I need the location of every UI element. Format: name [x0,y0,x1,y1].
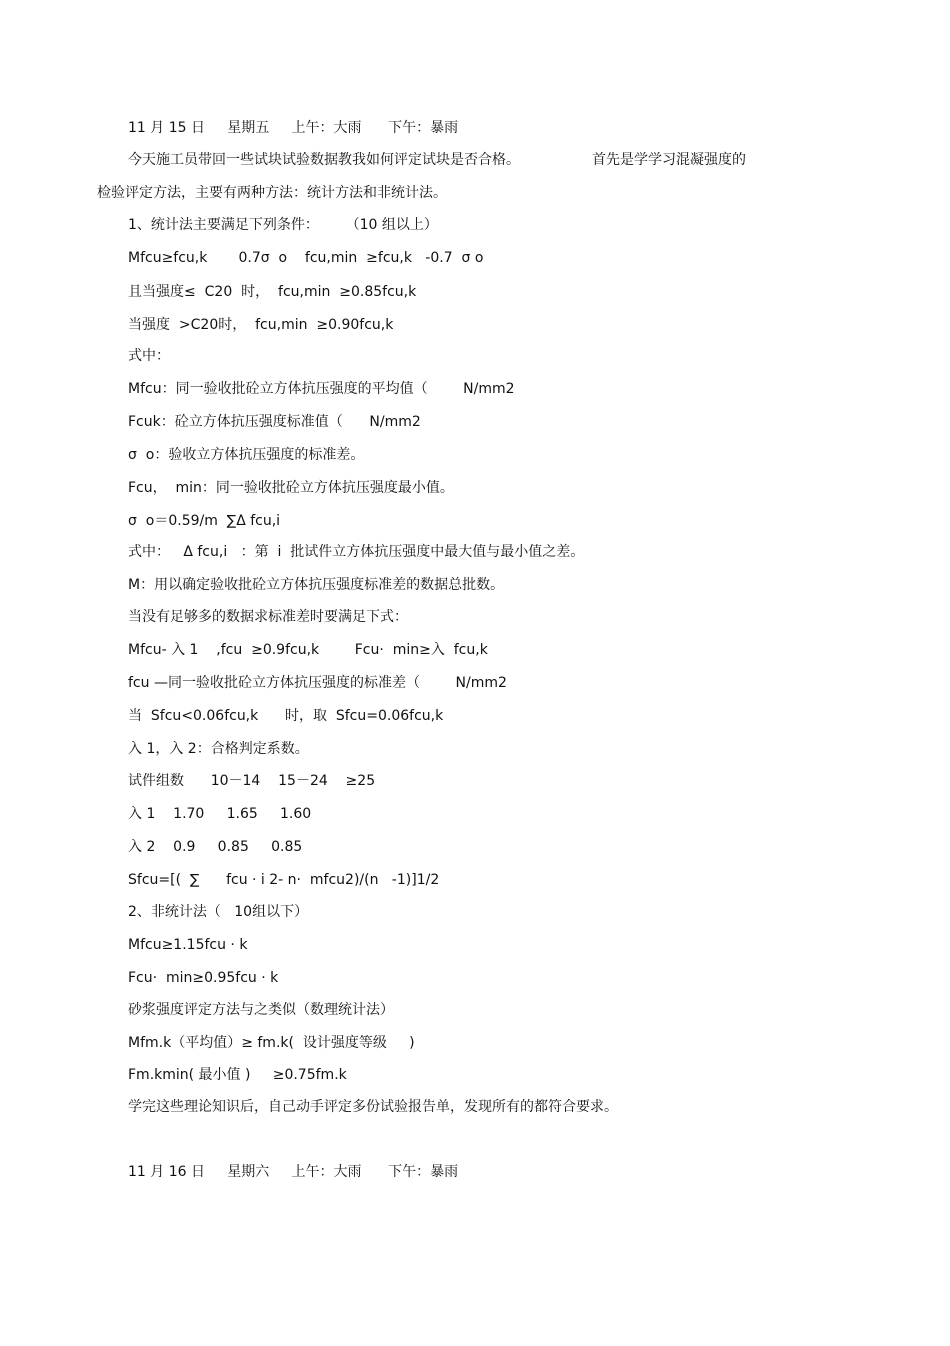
definition-line: 式中： Δ fcu,i ：第 i 批试件立方体抗压强度中最大值与最小值之差。 [128,544,585,560]
formula-line: Mfm.k（平均值）≥ fm.k( 设计强度等级 ) [128,1035,415,1051]
intro-line-2: 检验评定方法，主要有两种方法：统计方法和非统计法。 [97,185,447,201]
text-line: 砂浆强度评定方法与之类似（数理统计法） [128,1002,394,1018]
formula-line: Sfcu=[( ∑ fcu · i 2- n· mfcu2)/(n -1)]1/2 [128,872,440,888]
where-label: 式中： [128,348,170,364]
table-row-lambda1: 入 1 1.70 1.65 1.60 [128,806,312,822]
conclusion-line: 学完这些理论知识后，自己动手评定多份试验报告单，发现所有的都符合要求。 [128,1099,618,1115]
text-line: 当没有足够多的数据求标准差时要满足下式： [128,609,408,625]
formula-line: Mfcu≥1.15fcu · k [128,937,248,953]
condition-line: 且当强度≤ C20 时， fcu,min ≥0.85fcu,k [128,284,417,300]
formula-line: Mfcu≥fcu,k 0.7σ o fcu,min ≥fcu,k -0.7 σ o [128,250,484,266]
condition-line: 当 Sfcu<0.06fcu,k 时，取 Sfcu=0.06fcu,k [128,708,444,724]
definition-line: fcu —同一验收批砼立方体抗压强度的标准差（ N/mm2 [128,675,507,691]
formula-line: σ o＝0.59/m ∑Δ fcu,i [128,513,281,529]
definition-line: Mfcu：同一验收批砼立方体抗压强度的平均值（ N/mm2 [128,381,515,397]
date-heading-nov16: 11 月 16 日 星期六 上午：大雨 下午：暴雨 [128,1164,459,1180]
coefficient-line: 入 1，入 2：合格判定系数。 [128,741,309,757]
intro-line-1: 今天施工员带回一些试块试验数据教我如何评定试块是否合格。 [128,152,520,168]
date-heading-nov15: 11 月 15 日 星期五 上午：大雨 下午：暴雨 [128,120,459,136]
formula-line: Fcu· min≥0.95fcu · k [128,970,279,986]
formula-line: Fm.kmin( 最小值 ) ≥0.75fm.k [128,1067,347,1083]
condition-line: 当强度 >C20时， fcu,min ≥0.90fcu,k [128,317,394,333]
non-statistical-method-heading: 2、非统计法（ 10组以下） [128,904,309,920]
statistical-method-heading: 1、统计法主要满足下列条件： （10 组以上） [128,217,438,233]
definition-line: Fcuk：砼立方体抗压强度标准值（ N/mm2 [128,414,421,430]
formula-line: Mfcu- 入 1 ,fcu ≥0.9fcu,k Fcu· min≥入 fcu,k [128,642,488,658]
intro-line-1-right: 首先是学学习混凝强度的 [592,152,746,168]
table-row-lambda2: 入 2 0.9 0.85 0.85 [128,839,303,855]
definition-line: M：用以确定验收批砼立方体抗压强度标准差的数据总批数。 [128,577,505,593]
definition-line: σ o：验收立方体抗压强度的标准差。 [128,447,365,463]
table-header-line: 试件组数 10－14 15－24 ≥25 [128,773,376,789]
definition-line: Fcu， min：同一验收批砼立方体抗压强度最小值。 [128,480,454,496]
